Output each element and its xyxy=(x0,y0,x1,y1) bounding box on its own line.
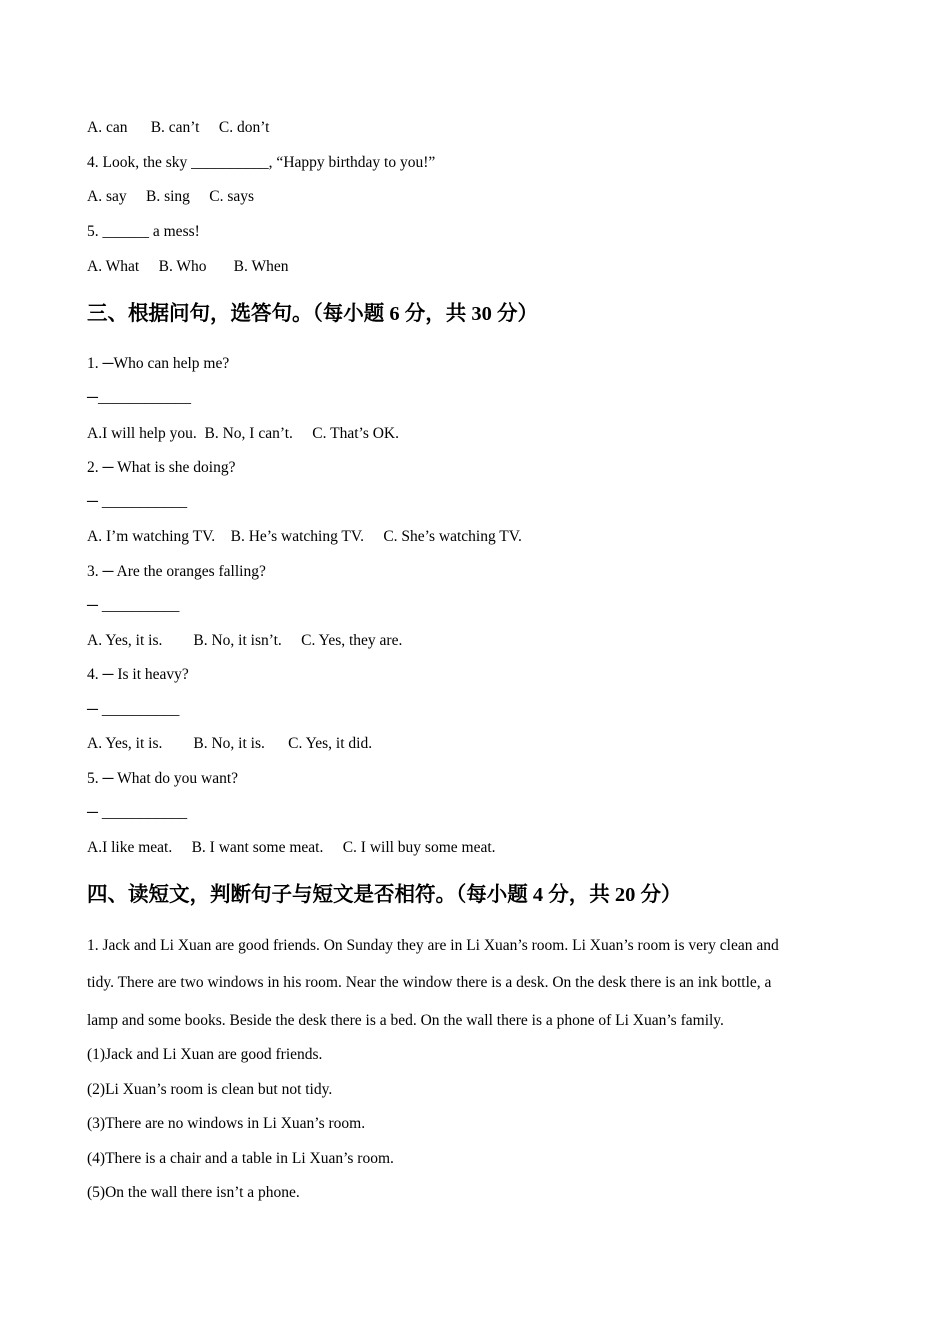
s3-q4-options: A. Yes, it is. B. No, it is. C. Yes, it did. xyxy=(87,735,373,752)
s3-q5-blank: ─ ___________ xyxy=(87,804,188,821)
s3-q3-options: A. Yes, it is. B. No, it isn’t. C. Yes, they are. xyxy=(87,632,403,649)
q4-options: A. say B. sing C. says xyxy=(87,188,255,205)
s3-q2-blank: ─ ___________ xyxy=(87,493,188,510)
statement-2: (2)Li Xuan’s room is clean but not tidy. xyxy=(87,1081,333,1098)
s3-q5-stem: 5. ─ What do you want? xyxy=(87,770,239,787)
s3-q1-options: A.I will help you. B. No, I can’t. C. That’s OK. xyxy=(87,425,399,442)
s3-q1-stem: 1. ─Who can help me? xyxy=(87,355,230,372)
section4-heading: 四、读短文，判断句子与短文是否相符。（每小题 4 分，共 20 分） xyxy=(87,884,682,906)
s3-q1-blank: ─____________ xyxy=(87,389,191,406)
s3-q5-options: A.I like meat. B. I want some meat. C. I will buy some meat. xyxy=(87,839,496,856)
section3-heading: 三、根据问句，选答句。（每小题 6 分，共 30 分） xyxy=(87,303,538,325)
q5-options: A. What B. Who B. When xyxy=(87,258,289,275)
s3-q2-stem: 2. ─ What is she doing? xyxy=(87,459,236,476)
s3-q3-blank: ─ __________ xyxy=(87,597,180,614)
passage-line: tidy. There are two windows in his room. Near the window there is a desk. On the desk there is an ink bottle, a xyxy=(87,974,772,991)
statement-5: (5)On the wall there isn’t a phone. xyxy=(87,1184,300,1201)
statement-1: (1)Jack and Li Xuan are good friends. xyxy=(87,1046,323,1063)
q5-stem: 5. ______ a mess! xyxy=(87,223,200,240)
s3-q2-options: A. I’m watching TV. B. He’s watching TV. C. She’s watching TV. xyxy=(87,528,522,545)
s3-q4-blank: ─ __________ xyxy=(87,701,180,718)
passage-line: 1. Jack and Li Xuan are good friends. On Sunday they are in Li Xuan’s room. Li Xuan’s room is very clean and xyxy=(87,937,779,954)
q3-options: A. can B. can’t C. don’t xyxy=(87,119,270,136)
statement-4: (4)There is a chair and a table in Li Xuan’s room. xyxy=(87,1150,394,1167)
passage-line: lamp and some books. Beside the desk there is a bed. On the wall there is a phone of Li Xuan’s family. xyxy=(87,1012,724,1029)
s3-q4-stem: 4. ─ Is it heavy? xyxy=(87,666,189,683)
s3-q3-stem: 3. ─ Are the oranges falling? xyxy=(87,563,266,580)
statement-3: (3)There are no windows in Li Xuan’s room. xyxy=(87,1115,366,1132)
q4-stem: 4. Look, the sky __________, “Happy birthday to you!” xyxy=(87,154,436,171)
